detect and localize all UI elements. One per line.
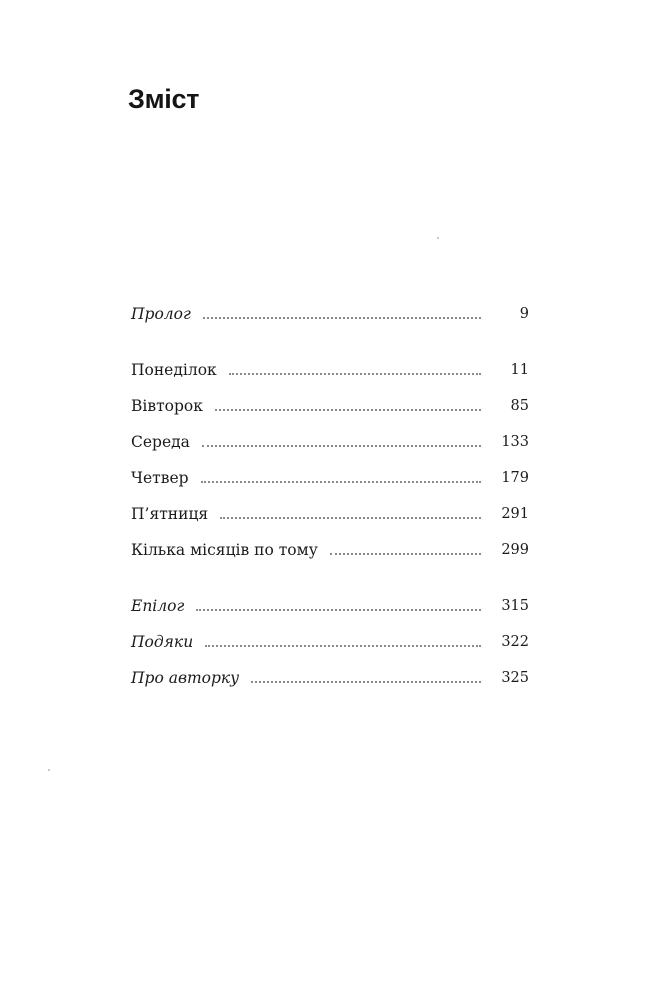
- toc-entry-epilogue: [131, 590, 529, 616]
- dot-leader: [229, 373, 481, 375]
- toc-entry-label: Подяки: [131, 633, 194, 651]
- page-title: Зміст: [128, 84, 200, 114]
- paper-speck: [437, 237, 439, 239]
- dot-leader: [220, 517, 481, 519]
- toc-entry-label: Кілька місяців по тому: [131, 541, 318, 559]
- toc-entry-page-number: 9: [519, 306, 529, 322]
- dot-leader: [202, 445, 481, 447]
- toc-entry-page-number: 133: [501, 434, 529, 450]
- toc-entry-months-later: [131, 534, 529, 560]
- toc-entry-monday: [131, 354, 529, 380]
- dot-leader: [205, 645, 481, 647]
- toc-entry-wednesday: [131, 426, 529, 452]
- dot-leader: [215, 409, 481, 411]
- toc-entry-acknowledgements: [131, 626, 529, 652]
- dot-leader: [330, 553, 481, 555]
- dot-leader: [203, 317, 481, 319]
- toc-entry-label: Про авторку: [131, 669, 240, 687]
- toc-entry-label: Епілог: [131, 597, 185, 615]
- toc-entry-label: П’ятниця: [131, 505, 209, 523]
- dot-leader: [196, 609, 481, 611]
- toc-entry-label: Вівторок: [131, 397, 203, 415]
- toc-entry-thursday: [131, 462, 529, 488]
- toc-entry-label: Пролог: [131, 305, 191, 323]
- toc-entry-page-number: 11: [510, 362, 529, 378]
- toc-entry-page-number: 291: [501, 506, 529, 522]
- toc-entry-label: Четвер: [131, 469, 189, 487]
- toc-entry-about-author: [131, 662, 529, 688]
- toc-entry-friday: [131, 498, 529, 524]
- toc-entry-page-number: 325: [501, 670, 529, 686]
- toc-entry-page-number: 315: [501, 598, 529, 614]
- toc-entry-label: Середа: [131, 433, 190, 451]
- toc-entry-label: Понеділок: [131, 361, 217, 379]
- dot-leader: [201, 481, 481, 483]
- toc-entry-page-number: 322: [501, 634, 529, 650]
- toc-entry-page-number: 85: [510, 398, 529, 414]
- toc-entry-page-number: 179: [501, 470, 529, 486]
- toc-entry-page-number: 299: [501, 542, 529, 558]
- toc-entry-prologue: [131, 298, 529, 324]
- toc-entry-tuesday: [131, 390, 529, 416]
- dot-leader: [251, 681, 481, 683]
- paper-speck: [48, 769, 50, 771]
